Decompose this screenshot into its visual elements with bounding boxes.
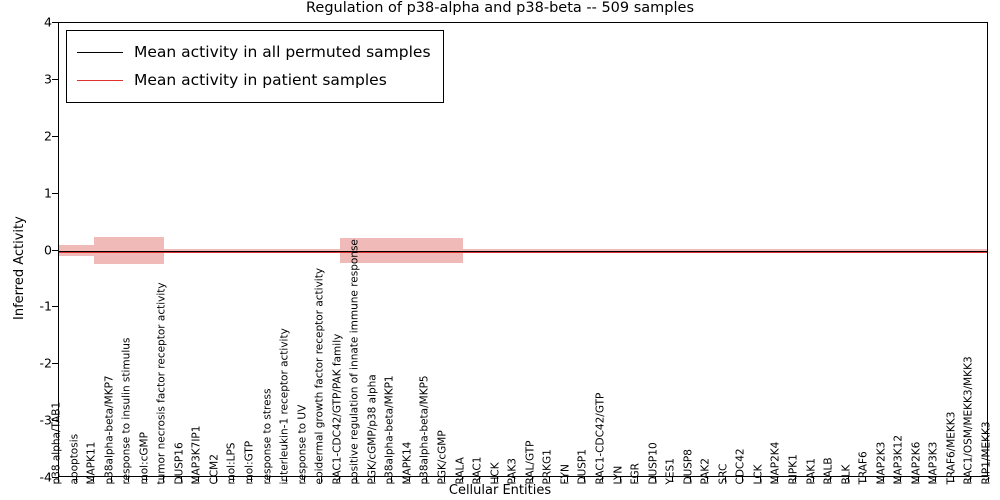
x-axis-tick-label: interleukin-1 receptor activity (278, 328, 291, 485)
x-axis-label: Cellular Entities (448, 483, 552, 498)
x-axis-tick-label: CDC42 (734, 448, 747, 485)
legend-swatch-patient (77, 80, 123, 81)
x-axis-tick-label: response to stress (261, 388, 274, 485)
x-axis-tick-label: PAK1 (805, 458, 818, 485)
x-axis-tick-label: LCK (752, 464, 765, 485)
x-axis-tick-label: YES1 (664, 458, 677, 485)
x-axis-tick-label: DUSP1 (576, 449, 589, 485)
x-axis-tick-label: response to insulin stimulus (120, 337, 133, 485)
x-axis-tick-label: SRC (717, 463, 730, 485)
y-axis-label: Inferred Activity (12, 216, 27, 320)
x-axis-tick-label: p38 alpha/TAB1 (50, 401, 63, 485)
x-axis-tick-label: response to UV (296, 404, 309, 485)
x-axis-tick-label: DUSP10 (647, 442, 660, 485)
x-axis-tick-label: PAK2 (699, 458, 712, 485)
x-axis-tick-label: RAC1/OSM/MEKK3/MKK3 (962, 356, 975, 485)
y-axis-tick-label: -2 (39, 355, 52, 371)
x-axis-tick-label: MAP3K7IP1 (190, 425, 203, 485)
x-axis-tick-label: CCM2 (208, 454, 221, 485)
y-axis-tick-label: 1 (44, 185, 52, 201)
x-axis-tick-label: BLK (840, 464, 853, 485)
x-axis-tick-label: DUSP16 (173, 442, 186, 485)
x-axis-tick-label: RALB (822, 457, 835, 485)
x-axis-tick-label: PGK/cGMP (436, 430, 449, 485)
chart-legend (66, 30, 444, 103)
x-axis-tick-label: MAP3K3 (927, 441, 940, 485)
x-axis-tick-label: MAP2K4 (769, 441, 782, 485)
x-axis-tick-label: RIP1/MEKK3 (980, 421, 993, 485)
x-axis-tick-label: tumor necrosis factor receptor activity (155, 282, 168, 485)
x-axis-tick-label: epidermal growth factor receptor activity (313, 267, 326, 485)
legend-swatch-permuted (77, 52, 123, 53)
y-axis-tick-label: 2 (44, 128, 52, 144)
x-axis-tick-label: DUSP8 (682, 449, 695, 485)
x-axis-tick-label: FYN (559, 464, 572, 485)
y-axis-tick-label: 4 (44, 14, 52, 30)
x-axis-tick-label: FGR (629, 463, 642, 485)
x-axis-tick-label: TRAF6/MEKK3 (945, 411, 958, 485)
x-axis-tick-label: TRAF6 (857, 451, 870, 485)
y-axis-tick-label: -3 (39, 412, 52, 428)
x-axis-tick-label: p38alpha-beta/MKP1 (383, 375, 396, 485)
x-axis-tick-label: RAC1-CDC42/GTP (594, 392, 607, 485)
y-axis-tick-label: -4 (39, 469, 52, 485)
x-axis-tick-label: p38alpha-beta/MKP5 (418, 375, 431, 485)
x-axis-tick-label: RALA (454, 457, 467, 485)
x-axis-tick-label: PAK3 (506, 458, 519, 485)
x-axis-tick-label: mol:cGMP (138, 432, 151, 485)
x-axis-tick-label: PRKG1 (541, 449, 554, 485)
x-axis-tick-label: positive regulation of innate immune response (348, 239, 361, 485)
x-axis-tick-label: RAC1 (471, 456, 484, 485)
legend-label-patient: Mean activity in patient samples (134, 71, 387, 89)
x-axis-tick-label: HCK (489, 462, 502, 485)
x-axis-tick-label: RAL/GTP (524, 440, 537, 485)
x-axis-tick-label: p38alpha-beta/MKP7 (103, 375, 116, 485)
x-axis-tick-label: MAPK14 (401, 441, 414, 485)
chart-title: Regulation of p38-alpha and p38-beta -- 509 samples (305, 0, 695, 16)
x-axis-tick-label: mol:LPS (225, 442, 238, 485)
legend-item (77, 66, 431, 94)
legend-label-permuted: Mean activity in all permuted samples (134, 43, 431, 61)
x-axis-tick-label: MAPK11 (85, 441, 98, 485)
y-axis-tick-label: -1 (39, 298, 52, 314)
x-axis-tick-label: apoptosis (68, 433, 81, 485)
x-axis-tick-label: mol:GTP (243, 440, 256, 485)
x-axis-tick-label: LYN (612, 465, 624, 485)
x-axis-tick-label: MAP2K6 (910, 441, 923, 485)
x-axis-tick-label: RAC1-CDC42/GTP/PAK family (331, 333, 344, 485)
x-axis-tick-label: PGK/cGMP/p38 alpha (366, 374, 379, 485)
y-axis-tick-label: 0 (44, 242, 52, 257)
x-axis-tick-label: RIPK1 (787, 454, 800, 485)
patient-mean-line (59, 252, 987, 253)
legend-item (77, 38, 431, 66)
y-axis-tick-label: 3 (44, 71, 52, 87)
x-axis-tick-label: MAP3K12 (892, 434, 905, 485)
x-axis-tick-label: MAP2K3 (875, 441, 888, 485)
